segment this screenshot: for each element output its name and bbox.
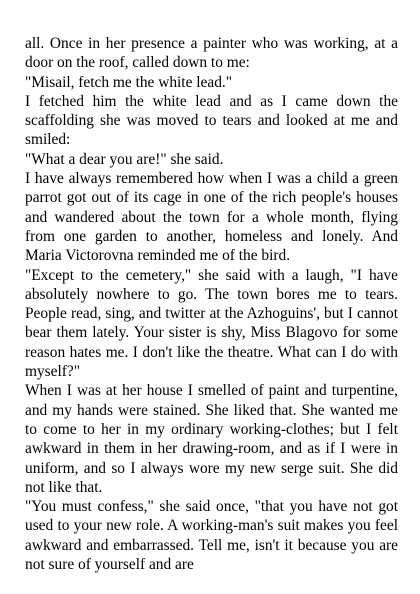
paragraph: "You must confess," she said once, "that you have not got used to your new role. A working-man's suit makes you feel awkward and embarrassed. Tell me, isn't it because you are not sure of yourself and are: [25, 498, 398, 574]
paragraph: "Misail, fetch me the white lead.": [25, 73, 233, 91]
paragraph: I have always remembered how when I was a child a green parrot got out of its cage in one of the rich people's houses and wandered about the town for a whole month, flying from one garden to another, homeless and lonely. And Maria Victorovna reminded me of the bird.: [25, 170, 398, 265]
paragraph: "Except to the cemetery," she said with a laugh, "I have absolutely nowhere to go. The town bores me to tears. People read, sing, and twitter at the Azhoguins', but I cannot bear them lately. Your sister is shy, Miss Blagovo for some reason hates me. I don't like the theatre. What can I do with myself?": [25, 266, 398, 381]
paragraph: When I was at her house I smelled of paint and turpentine, and my hands were stained. She liked that. She wanted me to come to her in my ordinary working-clothes; but I felt awkward in them in her drawing-room, and as if I were in uniform, and so I always wore my new serge suit. She did not like that.: [25, 382, 398, 496]
paragraph: all. Once in her presence a painter who was working, at a door on the roof, called down to me:: [25, 35, 398, 72]
document-page: [25, 34, 398, 574]
paragraph: I fetched him the white lead and as I came down the scaffolding she was moved to tears and looked at me and smiled:: [25, 92, 398, 149]
paragraph: "What a dear you are!" she said.: [25, 150, 224, 168]
